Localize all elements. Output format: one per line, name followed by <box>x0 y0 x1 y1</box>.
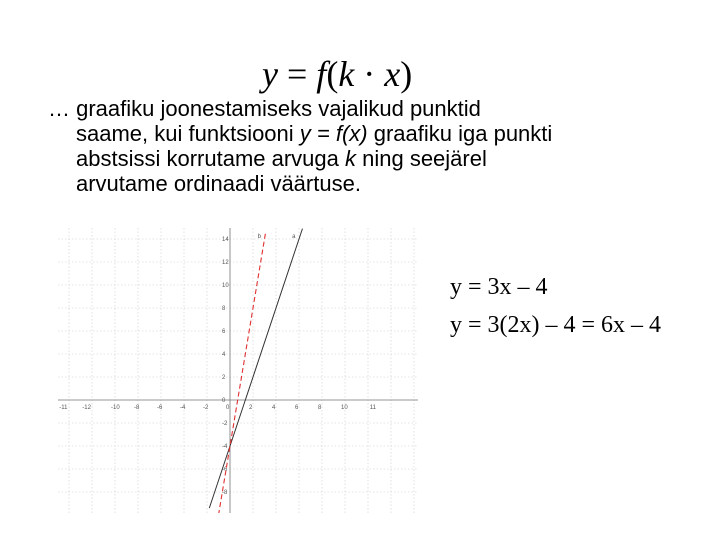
text-line-1: … graafiku joonestamiseks vajalikud punktid <box>48 96 481 121</box>
x-tick-label: -10 <box>111 405 120 411</box>
text-line-3 <box>48 146 698 171</box>
y-tick-label: 2 <box>222 375 226 381</box>
line-y-6x-minus-4 <box>209 232 265 513</box>
y-tick-label: 10 <box>222 283 229 289</box>
graph-svg <box>58 228 418 513</box>
formula-y: y <box>262 54 278 94</box>
line-label-b: b <box>257 234 261 240</box>
formula-open-paren: ( <box>326 54 339 94</box>
x-tick-label: -6 <box>157 405 163 411</box>
x-tick-label: -12 <box>82 405 91 411</box>
y-tick-label: -6 <box>222 467 228 473</box>
text-line-2-function: y = f(x) <box>299 121 368 146</box>
formula-close-paren: ) <box>400 54 413 94</box>
formula-k: k <box>338 54 355 94</box>
x-tick-label: 8 <box>318 405 322 411</box>
x-tick-label: 11 <box>369 405 376 411</box>
line-label-a: a <box>292 234 296 240</box>
main-formula <box>262 52 462 96</box>
y-tick-label: 6 <box>222 329 226 335</box>
text-line-3-k: k <box>345 146 356 171</box>
x-tick-label: 6 <box>295 405 299 411</box>
equation-2: y = 3(2x) – 4 = 6x – 4 <box>450 312 662 338</box>
formula-f: f <box>316 54 327 94</box>
x-tick-label: -2 <box>203 405 209 411</box>
x-tick-label: -8 <box>134 405 140 411</box>
x-tick-label: 4 <box>272 405 276 411</box>
y-tick-label: 8 <box>222 306 226 312</box>
y-tick-label: 12 <box>222 260 229 266</box>
text-line-2-b: graafiku iga punkti <box>367 121 553 146</box>
formula-equals: = <box>286 54 308 94</box>
x-tick-label: 10 <box>341 405 348 411</box>
text-line-2 <box>48 121 698 146</box>
line-y-3x-minus-4 <box>209 229 302 508</box>
x-tick-label: 0 <box>226 405 230 411</box>
formula-dot: · <box>363 54 376 94</box>
x-tick-label: -4 <box>180 405 186 411</box>
equation-1: y = 3x – 4 <box>450 274 548 300</box>
explanation-text <box>48 96 698 196</box>
y-tick-label: 4 <box>222 352 226 358</box>
y-tick-label: -2 <box>222 421 228 427</box>
text-line-2-a: saame, kui funktsiooni <box>76 121 300 146</box>
text-line-4: arvutame ordinaadi väärtuse. <box>76 171 361 196</box>
text-line-3-a: abstsissi korrutame arvuga <box>76 146 345 171</box>
x-tick-label: 2 <box>249 405 253 411</box>
text-line-3-b: ning seejärel <box>356 146 487 171</box>
y-tick-label: -4 <box>222 444 228 450</box>
formula-x: x <box>384 54 401 94</box>
y-tick-label: 14 <box>222 237 229 243</box>
function-graph <box>58 228 418 513</box>
y-tick-label: 0 <box>222 398 226 404</box>
y-tick-label: -8 <box>222 490 228 496</box>
x-tick-label: -11 <box>59 405 68 411</box>
